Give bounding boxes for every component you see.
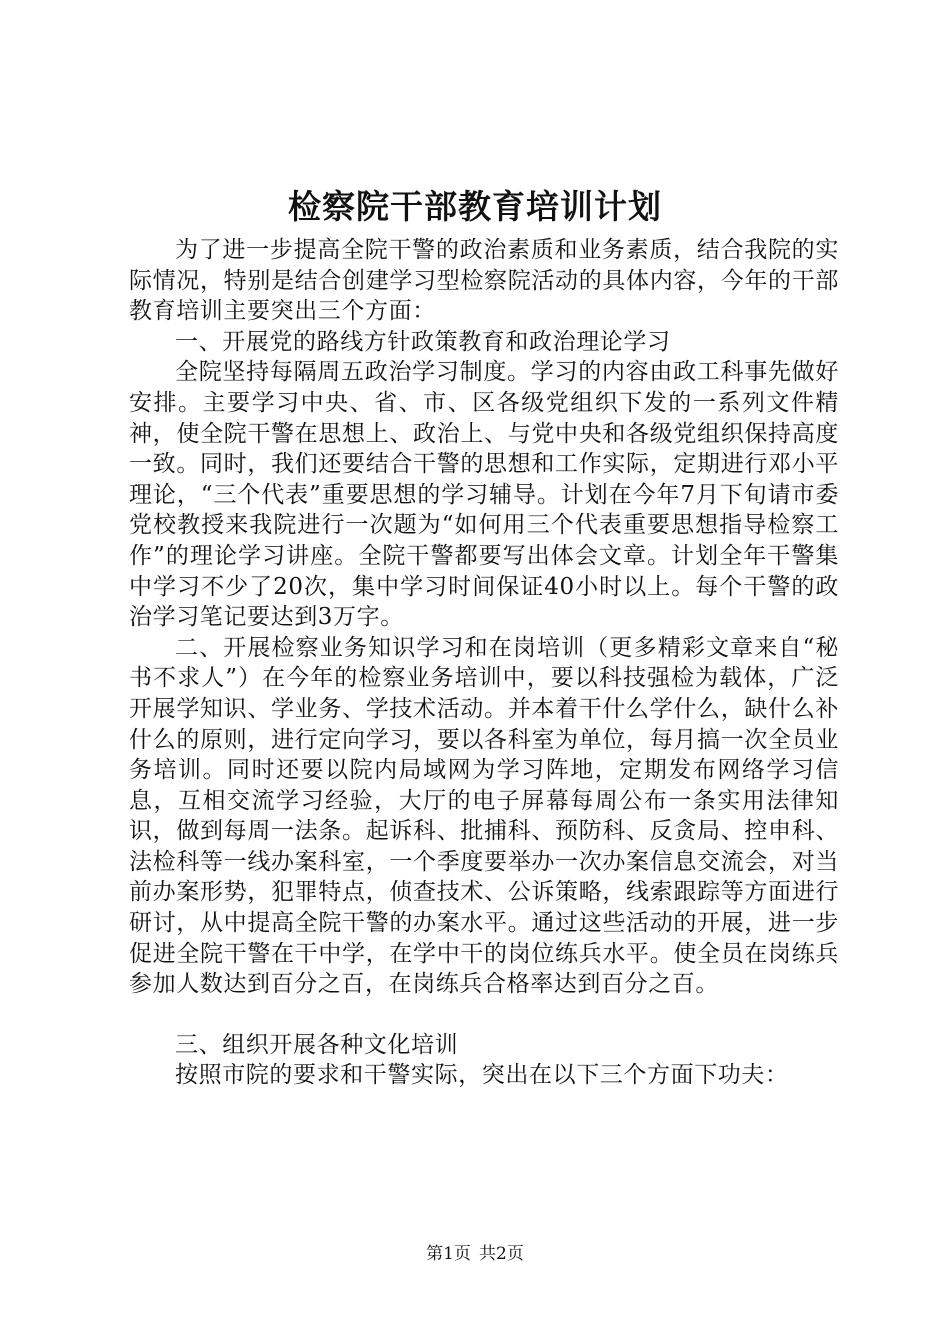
section-1-paragraph: 全院坚持每隔周五政治学习制度。学习的内容由政工科事先做好安排。主要学习中央、省、市、区各级党组织下发的一系列文件精神，使全院干警在思想上、政治上、与党中央和各级党组织保持高度一致。同时，我们还要结合干警的思想和工作实际，定期进行邓小平理论，“三个代表”重要思想的学习辅导。计划在今年7月下旬请市委党校教授来我院进行一次题为“如何用三个代表重要思想指导检察工作”的理论学习讲座。全院干警都要写出体会文章。计划全年干警集中学习不少了20次，集中学习时间保证40小时以上。每个干警的政治学习笔记要达到3万字。	[129, 359, 839, 631]
section-heading-1: 一、开展党的路线方针政策教育和政治理论学习	[175, 328, 671, 355]
intro-paragraph: 为了进一步提高全院干警的政治素质和业务素质，结合我院的实际情况，特别是结合创建学习型检察院活动的具体内容，今年的干部教育培训主要突出三个方面：	[129, 237, 839, 325]
page-number: 第1页	[426, 1244, 471, 1264]
document-title: 检察院干部教育培训计划	[288, 187, 662, 226]
section-heading-3: 三、组织开展各种文化培训	[175, 1031, 459, 1058]
page-total: 共2页	[479, 1244, 524, 1264]
section-2-paragraph: 二、开展检察业务知识学习和在岗培训（更多精彩文章来自“秘书不求人”）在今年的检察业务培训中，要以科技强检为载体，广泛开展学知识、学业务、学技术活动。并本着干什么学什么，缺什么补什么的原则，进行定向学习，要以各科室为单位，每月搞一次全员业务培训。同时还要以院内局域网为学习阵地，定期发布网络学习信息，互相交流学习经验，大厅的电子屏幕每周公布一条实用法律知识，做到每周一法条。起诉科、批捕科、预防科、反贪局、控申科、法检科等一线办案科室，一个季度要举办一次办案信息交流会，对当前办案形势，犯罪特点，侦查技术、公诉策略，线索跟踪等方面进行研讨，从中提高全院干警的办案水平。通过这些活动的开展，进一步促进全院干警在干中学，在学中干的岗位练兵水平。使全员在岗练兵参加人数达到百分之百，在岗练兵合格率达到百分之百。	[129, 634, 839, 998]
page-footer	[0, 1242, 950, 1266]
section-3-paragraph: 按照市院的要求和干警实际，突出在以下三个方面下功夫：	[175, 1062, 789, 1089]
document-body	[129, 235, 839, 1091]
